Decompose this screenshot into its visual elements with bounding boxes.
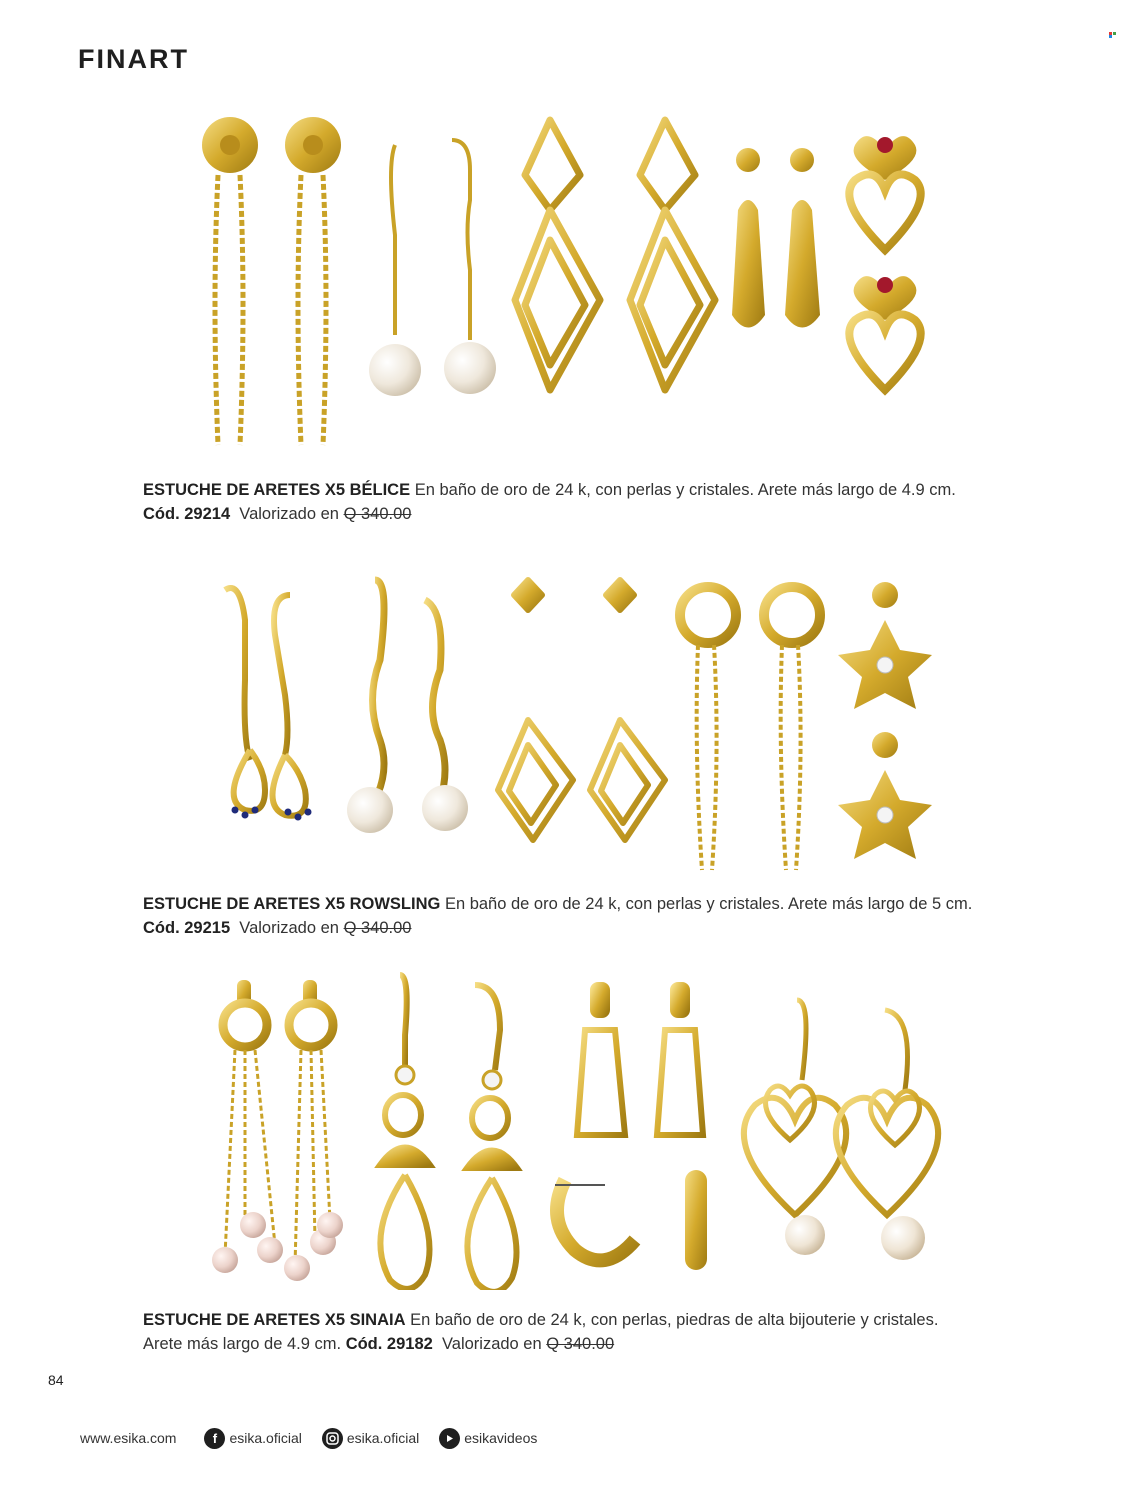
product-description: En baño de oro de 24 k, con perlas y cristales. Arete más largo de 4.9 cm.: [414, 481, 956, 499]
flower-chain-earrings: [202, 117, 341, 445]
facebook-handle: esika.oficial: [229, 1430, 302, 1446]
product-description: En baño de oro de 24 k, con perlas y cristales. Arete más largo de 5 cm.: [444, 895, 973, 913]
trapezoid-hoop-earrings: [555, 985, 707, 1270]
website-link[interactable]: www.esika.com: [80, 1430, 177, 1446]
flower-stud-earrings: [838, 582, 932, 859]
valued-label: Valorizado en: [441, 1335, 542, 1353]
product-price: Q 340.00: [546, 1335, 615, 1353]
instagram-handle: esika.oficial: [346, 1430, 420, 1446]
ring-chain-earrings: [680, 587, 820, 870]
kite-bar-earrings: [498, 580, 665, 840]
geometric-earrings: [515, 120, 715, 390]
product-caption-belice: [143, 478, 956, 526]
footer: [80, 1424, 557, 1452]
product-photo-rowsling: [200, 570, 960, 880]
valued-label: Valorizado en: [239, 919, 339, 937]
double-heart-pearl-earrings: [744, 1000, 938, 1260]
medallion-pink-pearl-earrings: [212, 980, 343, 1281]
product-caption-sinaia: [143, 1308, 938, 1356]
loop-sapphire-earrings: [225, 588, 306, 816]
product-code: Cód. 29214: [143, 505, 231, 523]
valued-label: Valorizado en: [239, 505, 339, 523]
youtube-icon: [439, 1428, 460, 1449]
instagram-link[interactable]: [322, 1428, 419, 1449]
product-price: Q 340.00: [343, 919, 412, 937]
instagram-icon: [322, 1428, 343, 1449]
corner-color-dots: [1109, 32, 1119, 38]
product-name: ESTUCHE DE ARETES X5 SINAIA: [143, 1311, 406, 1329]
teardrop-earrings: [732, 148, 820, 328]
facebook-link[interactable]: [204, 1428, 301, 1449]
crystal-loop-earrings: [380, 975, 517, 1290]
facebook-icon: f: [204, 1428, 225, 1449]
product-code: Cód. 29215: [143, 919, 231, 937]
youtube-handle: esikavideos: [464, 1430, 538, 1446]
product-code: Cód. 29182: [345, 1335, 433, 1353]
product-name: ESTUCHE DE ARETES X5 BÉLICE: [143, 481, 411, 499]
youtube-link[interactable]: [439, 1428, 537, 1449]
product-photo-belice: [180, 100, 960, 460]
product-name: ESTUCHE DE ARETES X5 ROWSLING: [143, 895, 441, 913]
page-number: 84: [48, 1372, 64, 1388]
pearl-drop-earrings: [369, 140, 496, 396]
product-description: En baño de oro de 24 k, con perlas, piedras de alta bijouterie y cristales.: [410, 1311, 939, 1329]
product-photo-sinaia: [205, 970, 945, 1290]
wave-pearl-earrings: [347, 580, 468, 833]
product-caption-rowsling: [143, 892, 972, 940]
heart-earrings: [849, 136, 920, 390]
product-price: Q 340.00: [343, 505, 412, 523]
product-description-line2: Arete más largo de 4.9 cm.: [143, 1335, 342, 1353]
brand-title: FINART: [78, 44, 189, 74]
